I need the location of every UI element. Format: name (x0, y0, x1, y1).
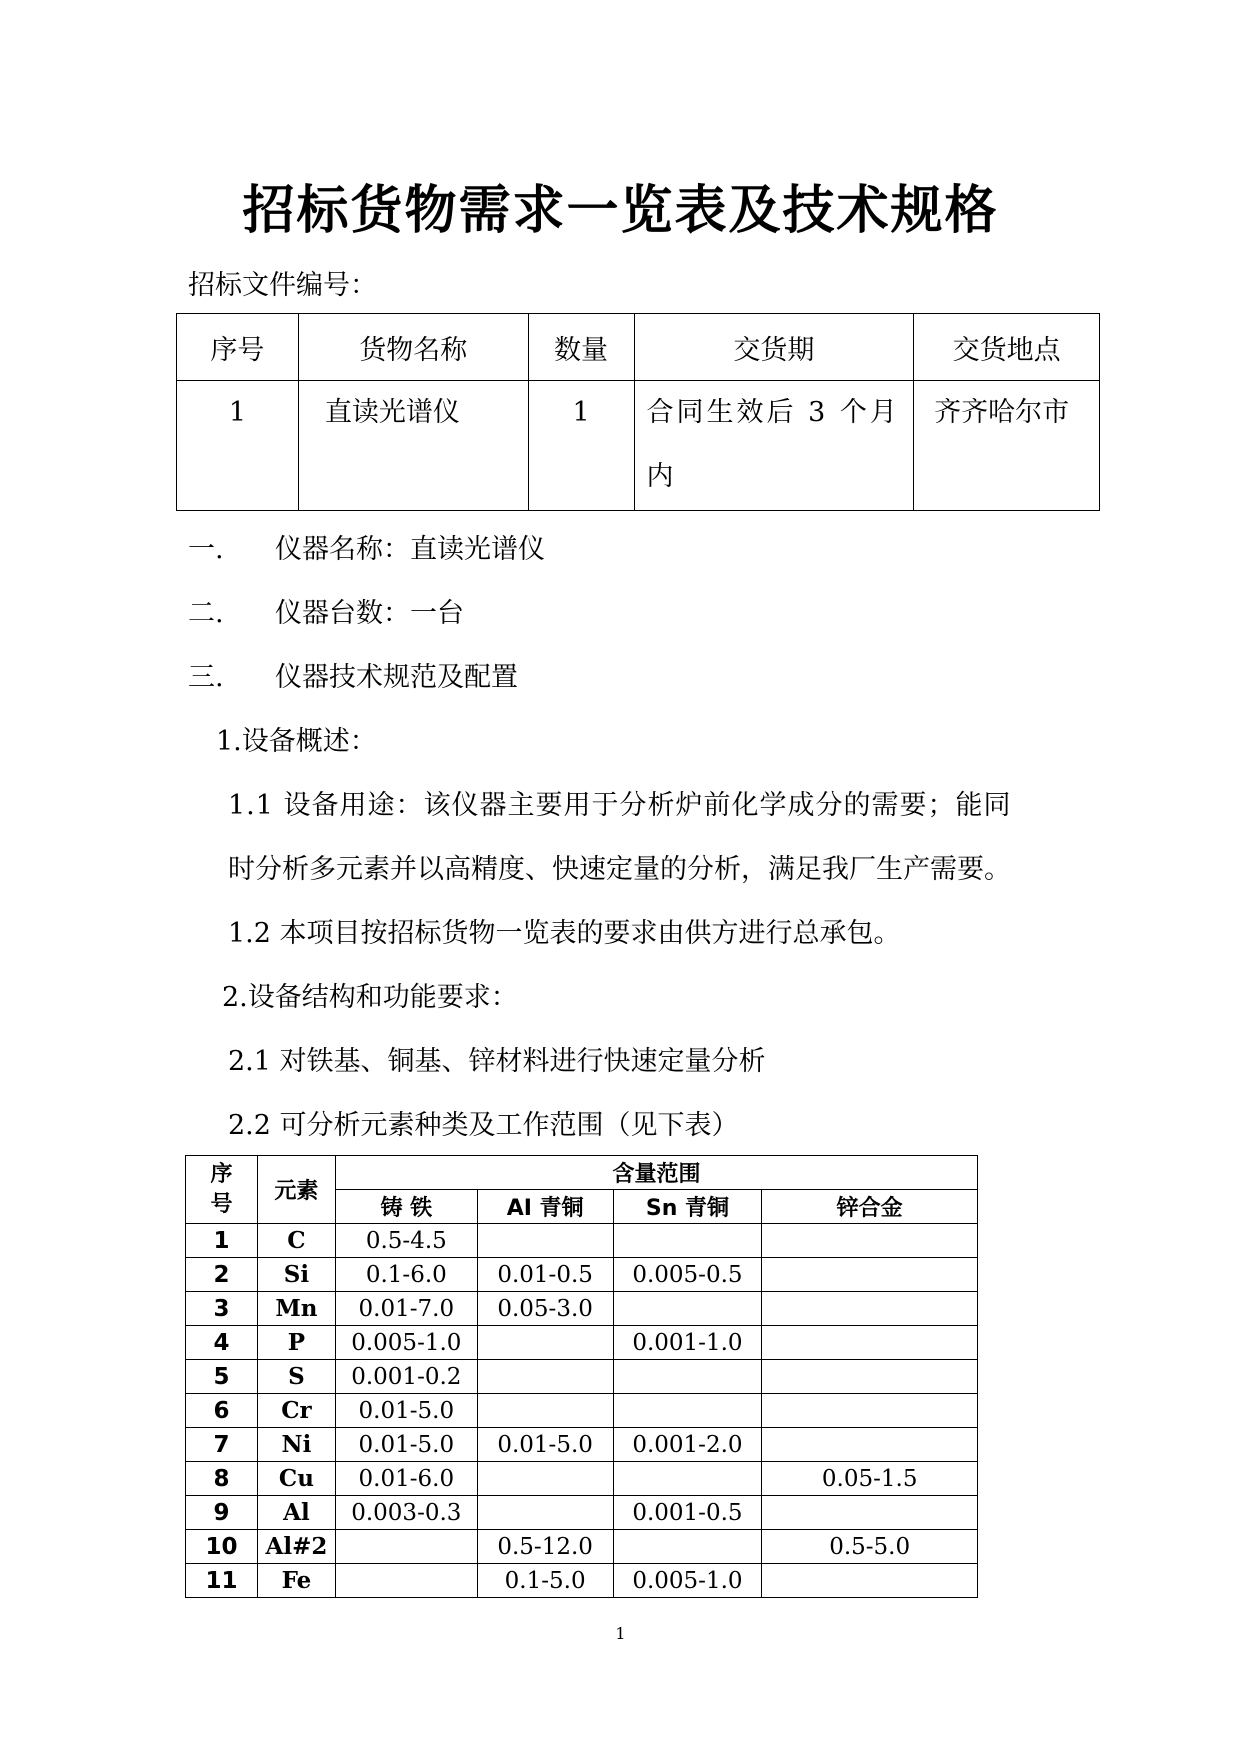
table-row (186, 1462, 978, 1496)
goods-delivery-cell (634, 381, 914, 511)
element-range-cell (477, 1360, 613, 1394)
element-range-cell (762, 1394, 978, 1428)
element-table-body (186, 1224, 978, 1598)
element-seq-cell: 6 (186, 1394, 258, 1428)
element-header-seq: 序号 (186, 1156, 258, 1224)
element-symbol-cell: Si (257, 1258, 335, 1292)
item-1-1-line-1: 1.1 设备用途：该仪器主要用于分析炉前化学成分的需要；能同 (228, 790, 1012, 821)
element-symbol-cell: Cu (257, 1462, 335, 1496)
element-range-cell: 0.001-2.0 (613, 1428, 762, 1462)
element-seq-cell: 9 (186, 1496, 258, 1530)
goods-header-place: 交货地点 (914, 314, 1100, 381)
element-range-cell (762, 1326, 978, 1360)
element-range-cell (762, 1428, 978, 1462)
element-range-cell (762, 1224, 978, 1258)
goods-table-header-row (177, 314, 1100, 381)
material-header-sn-bronze: Sn 青铜 (613, 1190, 762, 1224)
element-symbol-cell: Al#2 (257, 1530, 335, 1564)
element-range-cell: 0.005-0.5 (613, 1258, 762, 1292)
element-header-element: 元素 (257, 1156, 335, 1224)
goods-table-row (177, 381, 1100, 511)
element-table-header-row-1 (186, 1156, 978, 1190)
item-2-heading: 2.设备结构和功能要求： (222, 982, 518, 1013)
section-3-text: 仪器技术规范及配置 (275, 662, 518, 693)
table-row (186, 1394, 978, 1428)
element-range-cell: 0.001-0.5 (613, 1496, 762, 1530)
element-range-cell (762, 1258, 978, 1292)
goods-header-name: 货物名称 (298, 314, 528, 381)
material-header-zinc-alloy: 锌合金 (762, 1190, 978, 1224)
element-range-cell (613, 1462, 762, 1496)
element-range-cell (613, 1292, 762, 1326)
section-1-number: 一. (188, 534, 224, 565)
element-symbol-cell: Cr (257, 1394, 335, 1428)
element-range-cell (477, 1326, 613, 1360)
document-title: 招标货物需求一览表及技术规格 (242, 181, 999, 241)
element-seq-cell: 10 (186, 1530, 258, 1564)
element-range-cell: 0.05-3.0 (477, 1292, 613, 1326)
element-range-cell: 0.01-5.0 (335, 1428, 477, 1462)
element-range-cell: 0.5-4.5 (335, 1224, 477, 1258)
element-range-cell: 0.01-6.0 (335, 1462, 477, 1496)
section-1-text: 仪器名称：直读光谱仪 (275, 534, 545, 565)
element-range-cell (477, 1496, 613, 1530)
table-row (186, 1292, 978, 1326)
element-range-cell: 0.01-5.0 (477, 1428, 613, 1462)
table-row (186, 1224, 978, 1258)
element-symbol-cell: C (257, 1224, 335, 1258)
element-seq-cell: 5 (186, 1360, 258, 1394)
goods-name-cell: 直读光谱仪 (298, 381, 528, 511)
element-range-cell: 0.001-1.0 (613, 1326, 762, 1360)
element-range-cell (335, 1530, 477, 1564)
section-2-text: 仪器台数：一台 (275, 598, 464, 629)
element-range-cell: 0.1-5.0 (477, 1564, 613, 1598)
element-symbol-cell: Al (257, 1496, 335, 1530)
element-range-cell: 0.003-0.3 (335, 1496, 477, 1530)
item-1-heading: 1.设备概述： (216, 726, 377, 757)
table-row (186, 1258, 978, 1292)
element-range-cell: 0.005-1.0 (613, 1564, 762, 1598)
element-symbol-cell: S (257, 1360, 335, 1394)
element-range-cell (762, 1496, 978, 1530)
goods-requirement-table (176, 313, 1100, 511)
element-range-cell: 0.001-0.2 (335, 1360, 477, 1394)
element-symbol-cell: Mn (257, 1292, 335, 1326)
goods-header-delivery: 交货期 (634, 314, 914, 381)
goods-place-cell: 齐齐哈尔市 (914, 381, 1100, 511)
goods-header-qty: 数量 (528, 314, 634, 381)
table-row (186, 1496, 978, 1530)
element-range-cell: 0.01-5.0 (335, 1394, 477, 1428)
element-range-cell (762, 1564, 978, 1598)
element-seq-cell: 7 (186, 1428, 258, 1462)
element-range-cell: 0.5-5.0 (762, 1530, 978, 1564)
element-range-cell: 0.1-6.0 (335, 1258, 477, 1292)
tender-document-number-label: 招标文件编号： (188, 270, 377, 301)
goods-delivery-line-2: 内 (646, 461, 674, 492)
goods-seq-cell: 1 (177, 381, 299, 511)
element-range-cell: 0.005-1.0 (335, 1326, 477, 1360)
table-row (186, 1360, 978, 1394)
material-header-al-bronze: AI 青铜 (477, 1190, 613, 1224)
element-range-cell (477, 1394, 613, 1428)
element-range-cell (613, 1394, 762, 1428)
element-range-cell (613, 1530, 762, 1564)
element-range-cell (762, 1360, 978, 1394)
item-1-2: 1.2 本项目按招标货物一览表的要求由供方进行总承包。 (228, 918, 901, 949)
element-range-table (185, 1155, 978, 1598)
element-range-cell (477, 1462, 613, 1496)
element-symbol-cell: P (257, 1326, 335, 1360)
element-seq-cell: 2 (186, 1258, 258, 1292)
element-symbol-cell: Fe (257, 1564, 335, 1598)
element-range-cell (477, 1224, 613, 1258)
section-3-number: 三. (188, 662, 224, 693)
element-seq-cell: 1 (186, 1224, 258, 1258)
element-seq-cell: 4 (186, 1326, 258, 1360)
table-row (186, 1326, 978, 1360)
element-range-cell: 0.5-12.0 (477, 1530, 613, 1564)
table-row (186, 1530, 978, 1564)
page-number: 1 (615, 1624, 626, 1643)
element-seq-cell: 3 (186, 1292, 258, 1326)
element-range-cell: 0.01-0.5 (477, 1258, 613, 1292)
table-row (186, 1428, 978, 1462)
element-range-cell: 0.05-1.5 (762, 1462, 978, 1496)
goods-qty-cell: 1 (528, 381, 634, 511)
section-2-number: 二. (188, 598, 224, 629)
element-range-cell (762, 1292, 978, 1326)
item-2-1: 2.1 对铁基、铜基、锌材料进行快速定量分析 (228, 1046, 766, 1077)
element-seq-cell: 11 (186, 1564, 258, 1598)
element-header-range: 含量范围 (335, 1156, 977, 1190)
goods-header-seq: 序号 (177, 314, 299, 381)
element-range-cell (335, 1564, 477, 1598)
element-symbol-cell: Ni (257, 1428, 335, 1462)
element-range-cell (613, 1360, 762, 1394)
table-row (186, 1564, 978, 1598)
material-header-cast-iron: 铸 铁 (335, 1190, 477, 1224)
item-2-2: 2.2 可分析元素种类及工作范围（见下表） (228, 1110, 739, 1141)
item-1-1-line-2: 时分析多元素并以高精度、快速定量的分析，满足我厂生产需要。 (228, 854, 1011, 885)
goods-delivery-line-1: 合同生效后 3 个月 (646, 397, 900, 428)
element-seq-cell: 8 (186, 1462, 258, 1496)
element-range-cell: 0.01-7.0 (335, 1292, 477, 1326)
element-range-cell (613, 1224, 762, 1258)
